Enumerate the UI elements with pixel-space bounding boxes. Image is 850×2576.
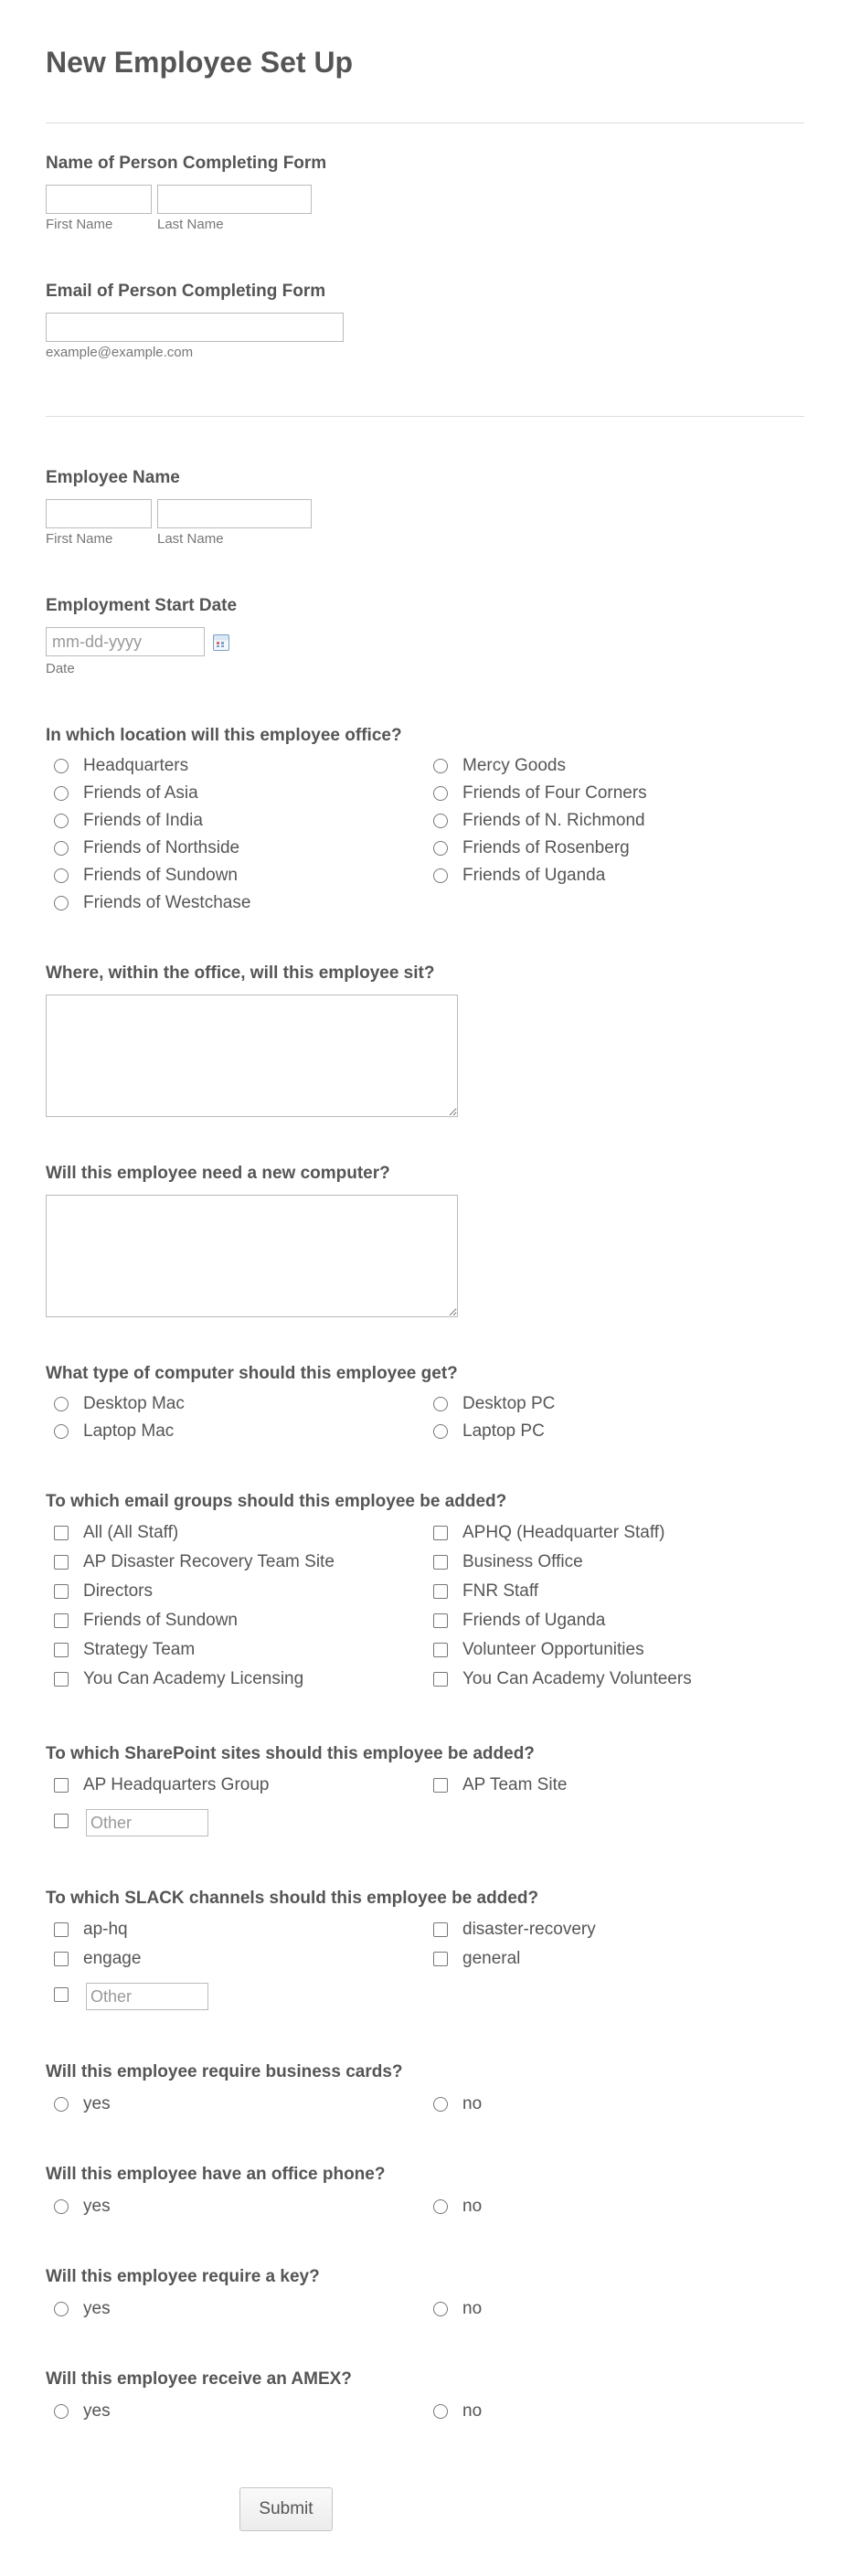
checkbox[interactable] [54,1613,69,1628]
computer-type-option[interactable]: Laptop PC [433,1421,545,1442]
checkbox[interactable] [54,1643,69,1657]
email-group-option[interactable]: Friends of Sundown [54,1610,238,1632]
radio-button[interactable] [54,868,69,883]
email-group-option[interactable]: Strategy Team [54,1639,195,1661]
checkbox[interactable] [433,1584,448,1599]
submit-button[interactable]: Submit [239,2487,333,2531]
checkbox[interactable] [433,1526,448,1540]
radio-button[interactable] [433,841,448,856]
location-option[interactable]: Friends of N. Richmond [433,810,645,832]
radio-button[interactable] [54,1397,69,1411]
radio-button[interactable] [54,2097,69,2112]
completer-last-name-sublabel: Last Name [157,217,224,232]
radio-button[interactable] [54,2199,69,2214]
location-option[interactable]: Friends of Westchase [54,892,250,914]
checkbox[interactable] [433,1922,448,1937]
radio-button[interactable] [433,2302,448,2316]
business-cards-no-option[interactable]: no [433,2093,482,2115]
email-groups-label: To which email groups should this employee be added? [46,1492,507,1511]
email-group-option[interactable]: Volunteer Opportunities [433,1639,644,1661]
radio-button[interactable] [433,868,448,883]
radio-button[interactable] [433,2404,448,2419]
location-option[interactable]: Friends of Northside [54,837,239,859]
checkbox[interactable] [54,1922,69,1937]
email-group-option[interactable]: APHQ (Headquarter Staff) [433,1522,664,1544]
completer-email-label: Email of Person Completing Form [46,282,326,301]
radio-button[interactable] [433,1424,448,1439]
start-date-label: Employment Start Date [46,596,238,615]
checkbox[interactable] [54,1584,69,1599]
radio-button[interactable] [433,759,448,773]
radio-button[interactable] [54,1424,69,1439]
office-phone-no-option[interactable]: no [433,2196,482,2218]
employee-first-name-sublabel: First Name [46,531,113,547]
radio-button[interactable] [54,759,69,773]
radio-button[interactable] [54,814,69,828]
slack-other-input[interactable] [86,1983,208,2010]
business-cards-label: Will this employee require business cards? [46,2062,403,2081]
employee-first-name-input[interactable] [46,499,152,528]
checkbox[interactable] [433,1778,448,1793]
employee-last-name-sublabel: Last Name [157,531,224,547]
radio-button[interactable] [433,2199,448,2214]
radio-button[interactable] [433,2097,448,2112]
completer-last-name-input[interactable] [157,185,312,214]
checkbox[interactable] [433,1952,448,1966]
calendar-icon[interactable] [213,634,229,651]
completer-name-label: Name of Person Completing Form [46,154,327,173]
radio-button[interactable] [433,1397,448,1411]
email-group-option[interactable]: Friends of Uganda [433,1610,605,1632]
checkbox[interactable] [54,1526,69,1540]
radio-button[interactable] [433,814,448,828]
radio-button[interactable] [54,2404,69,2419]
computer-type-option[interactable]: Desktop PC [433,1393,555,1415]
email-group-option[interactable]: All (All Staff) [54,1522,178,1544]
checkbox[interactable] [433,1672,448,1687]
checkbox[interactable] [54,1952,69,1966]
section-divider [46,416,804,417]
completer-email-sublabel: example@example.com [46,345,194,360]
location-option[interactable]: Friends of Sundown [54,865,238,887]
completer-first-name-input[interactable] [46,185,152,214]
start-date-input[interactable] [46,627,205,656]
radio-button[interactable] [54,2302,69,2316]
radio-button[interactable] [54,841,69,856]
section-divider [46,122,804,123]
slack-option[interactable]: disaster-recovery [433,1919,596,1941]
key-label: Will this employee require a key? [46,2267,320,2286]
checkbox[interactable] [433,1555,448,1570]
radio-button[interactable] [54,896,69,910]
location-option[interactable]: Friends of India [54,810,203,832]
radio-button[interactable] [54,786,69,801]
office-phone-label: Will this employee have an office phone? [46,2165,386,2184]
checkbox[interactable] [54,1814,69,1828]
slack-option[interactable]: ap-hq [54,1919,128,1941]
seat-label: Where, within the office, will this employee sit? [46,963,435,983]
key-no-option[interactable]: no [433,2298,482,2320]
location-option[interactable]: Friends of Asia [54,782,198,804]
checkbox[interactable] [433,1643,448,1657]
computer-type-option[interactable]: Laptop Mac [54,1421,174,1442]
slack-option[interactable]: general [433,1948,520,1970]
checkbox[interactable] [54,1987,69,2002]
checkbox[interactable] [54,1555,69,1570]
slack-label: To which SLACK channels should this employee be added? [46,1889,539,1908]
sharepoint-other-option[interactable] [54,1810,83,1832]
email-group-option[interactable]: You Can Academy Volunteers [433,1668,692,1690]
checkbox[interactable] [54,1778,69,1793]
radio-button[interactable] [433,786,448,801]
sharepoint-option[interactable]: AP Headquarters Group [54,1774,270,1796]
location-option[interactable]: Friends of Uganda [433,865,605,887]
checkbox[interactable] [433,1613,448,1628]
email-group-option[interactable]: Business Office [433,1551,583,1573]
amex-label: Will this employee receive an AMEX? [46,2369,352,2389]
slack-option[interactable]: engage [54,1948,141,1970]
employee-last-name-input[interactable] [157,499,312,528]
computer-type-label: What type of computer should this employee get? [46,1364,458,1383]
location-option[interactable]: Friends of Rosenberg [433,837,630,859]
sharepoint-label: To which SharePoint sites should this employee be added? [46,1744,535,1763]
amex-no-option[interactable]: no [433,2400,482,2422]
checkbox[interactable] [54,1672,69,1687]
email-group-option[interactable]: AP Disaster Recovery Team Site [54,1551,335,1573]
completer-email-input[interactable] [46,313,344,342]
seat-textarea[interactable] [46,995,458,1117]
amex-yes-option[interactable]: yes [54,2400,111,2422]
completer-first-name-sublabel: First Name [46,217,113,232]
office-phone-yes-option[interactable]: yes [54,2196,111,2218]
business-cards-yes-option[interactable]: yes [54,2093,111,2115]
page-title: New Employee Set Up [46,46,354,79]
employee-name-label: Employee Name [46,468,180,487]
sharepoint-option[interactable]: AP Team Site [433,1774,567,1796]
new-computer-label: Will this employee need a new computer? [46,1164,390,1183]
computer-type-option[interactable]: Desktop Mac [54,1393,185,1415]
email-group-option[interactable]: Directors [54,1581,153,1602]
location-option[interactable]: Headquarters [54,755,188,777]
location-label: In which location will this employee office? [46,726,402,745]
start-date-sublabel: Date [46,661,75,676]
sharepoint-other-input[interactable] [86,1809,208,1836]
new-computer-textarea[interactable] [46,1195,458,1317]
location-option[interactable]: Friends of Four Corners [433,782,647,804]
email-group-option[interactable]: You Can Academy Licensing [54,1668,303,1690]
email-group-option[interactable]: FNR Staff [433,1581,538,1602]
location-option[interactable]: Mercy Goods [433,755,566,777]
key-yes-option[interactable]: yes [54,2298,111,2320]
slack-other-option[interactable] [54,1984,83,2006]
